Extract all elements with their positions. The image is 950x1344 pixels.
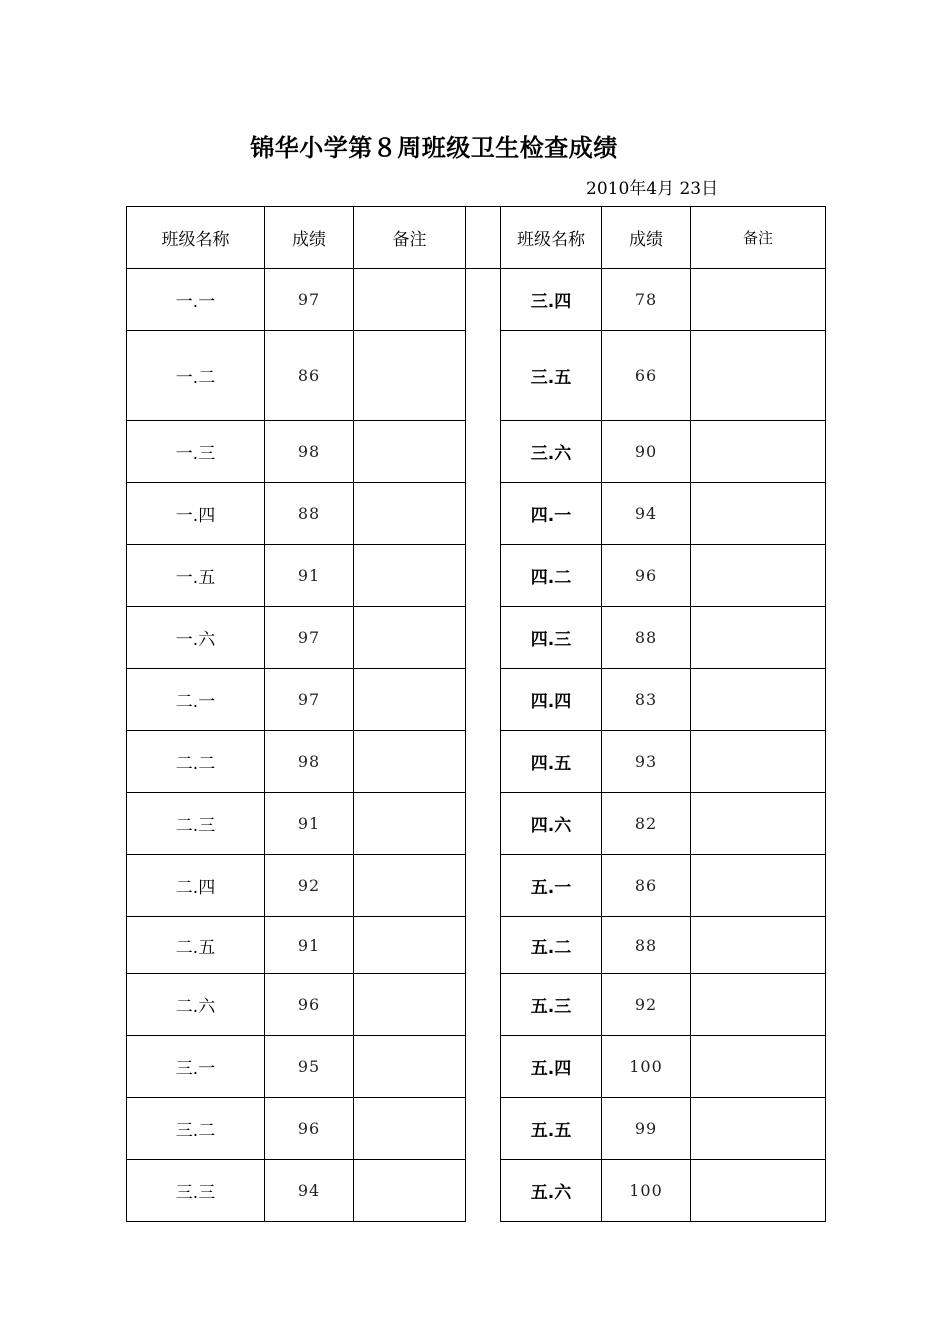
column-gap	[466, 207, 501, 269]
column-gap	[466, 669, 501, 731]
score-right: 82	[602, 793, 691, 855]
note-right	[691, 1036, 826, 1098]
table-row	[127, 483, 826, 545]
table-row	[127, 331, 826, 421]
note-left	[354, 793, 466, 855]
class-name-left: 一.三	[127, 421, 265, 483]
score-left: 97	[265, 269, 354, 331]
score-right: 78	[602, 269, 691, 331]
class-name-right: 三.四	[501, 269, 602, 331]
score-right: 66	[602, 331, 691, 421]
class-name-right: 四.一	[501, 483, 602, 545]
score-left: 94	[265, 1160, 354, 1222]
class-name-left: 二.六	[127, 974, 265, 1036]
table-row	[127, 855, 826, 917]
column-gap	[466, 793, 501, 855]
score-left: 86	[265, 331, 354, 421]
note-left	[354, 421, 466, 483]
score-left: 96	[265, 974, 354, 1036]
column-gap	[466, 1036, 501, 1098]
note-left	[354, 1160, 466, 1222]
table-row	[127, 793, 826, 855]
column-gap	[466, 331, 501, 421]
note-right	[691, 269, 826, 331]
header-class-name-left: 班级名称	[127, 207, 265, 269]
column-gap	[466, 974, 501, 1036]
table-row	[127, 1098, 826, 1160]
note-right	[691, 855, 826, 917]
note-right	[691, 1098, 826, 1160]
note-left	[354, 483, 466, 545]
score-right: 100	[602, 1036, 691, 1098]
note-right	[691, 607, 826, 669]
score-left: 92	[265, 855, 354, 917]
class-name-left: 三.一	[127, 1036, 265, 1098]
score-left: 98	[265, 731, 354, 793]
note-right	[691, 669, 826, 731]
column-gap	[466, 545, 501, 607]
note-left	[354, 974, 466, 1036]
score-right: 83	[602, 669, 691, 731]
class-name-left: 一.二	[127, 331, 265, 421]
document-date: 2010年4月 23日	[586, 179, 719, 199]
note-left	[354, 855, 466, 917]
class-name-right: 五.六	[501, 1160, 602, 1222]
score-right: 86	[602, 855, 691, 917]
header-class-name-right: 班级名称	[501, 207, 602, 269]
class-name-right: 五.三	[501, 974, 602, 1036]
score-left: 88	[265, 483, 354, 545]
score-left: 91	[265, 917, 354, 974]
header-score-right: 成绩	[602, 207, 691, 269]
score-left: 97	[265, 607, 354, 669]
table-row	[127, 917, 826, 974]
score-right: 92	[602, 974, 691, 1036]
note-right	[691, 793, 826, 855]
class-name-right: 五.四	[501, 1036, 602, 1098]
column-gap	[466, 1160, 501, 1222]
class-name-right: 四.六	[501, 793, 602, 855]
table-row	[127, 607, 826, 669]
score-left: 91	[265, 793, 354, 855]
class-name-right: 五.一	[501, 855, 602, 917]
class-name-right: 四.二	[501, 545, 602, 607]
column-gap	[466, 731, 501, 793]
note-right	[691, 421, 826, 483]
note-left	[354, 331, 466, 421]
score-table	[126, 206, 826, 1222]
class-name-right: 四.三	[501, 607, 602, 669]
class-name-right: 四.五	[501, 731, 602, 793]
score-right: 90	[602, 421, 691, 483]
class-name-left: 二.三	[127, 793, 265, 855]
class-name-right: 三.五	[501, 331, 602, 421]
table-row	[127, 669, 826, 731]
document-title: 锦华小学第８周班级卫生检查成绩	[250, 134, 618, 162]
class-name-left: 三.二	[127, 1098, 265, 1160]
column-gap	[466, 269, 501, 331]
class-name-right: 五.二	[501, 917, 602, 974]
class-name-right: 五.五	[501, 1098, 602, 1160]
score-right: 100	[602, 1160, 691, 1222]
score-right: 88	[602, 917, 691, 974]
class-name-left: 二.二	[127, 731, 265, 793]
note-left	[354, 545, 466, 607]
note-right	[691, 917, 826, 974]
table-row	[127, 731, 826, 793]
table-row	[127, 1036, 826, 1098]
header-note-right: 备注	[691, 207, 826, 269]
column-gap	[466, 1098, 501, 1160]
class-name-right: 三.六	[501, 421, 602, 483]
note-left	[354, 669, 466, 731]
table-row	[127, 421, 826, 483]
column-gap	[466, 855, 501, 917]
note-left	[354, 731, 466, 793]
note-left	[354, 1036, 466, 1098]
class-name-left: 三.三	[127, 1160, 265, 1222]
score-left: 98	[265, 421, 354, 483]
score-right: 99	[602, 1098, 691, 1160]
class-name-left: 一.四	[127, 483, 265, 545]
note-left	[354, 269, 466, 331]
table-row	[127, 545, 826, 607]
table-row	[127, 1160, 826, 1222]
score-left: 97	[265, 669, 354, 731]
note-left	[354, 607, 466, 669]
note-right	[691, 545, 826, 607]
class-name-left: 一.五	[127, 545, 265, 607]
class-name-left: 一.六	[127, 607, 265, 669]
note-left	[354, 917, 466, 974]
score-left: 91	[265, 545, 354, 607]
score-left: 96	[265, 1098, 354, 1160]
header-note-left: 备注	[354, 207, 466, 269]
column-gap	[466, 483, 501, 545]
column-gap	[466, 421, 501, 483]
header-score-left: 成绩	[265, 207, 354, 269]
class-name-left: 一.一	[127, 269, 265, 331]
table-header-row	[127, 207, 826, 269]
score-right: 96	[602, 545, 691, 607]
score-right: 93	[602, 731, 691, 793]
note-right	[691, 1160, 826, 1222]
class-name-left: 二.五	[127, 917, 265, 974]
score-right: 88	[602, 607, 691, 669]
column-gap	[466, 917, 501, 974]
class-name-left: 二.一	[127, 669, 265, 731]
table-row	[127, 269, 826, 331]
note-left	[354, 1098, 466, 1160]
table-row	[127, 974, 826, 1036]
note-right	[691, 331, 826, 421]
column-gap	[466, 607, 501, 669]
note-right	[691, 483, 826, 545]
score-left: 95	[265, 1036, 354, 1098]
note-right	[691, 974, 826, 1036]
note-right	[691, 731, 826, 793]
class-name-left: 二.四	[127, 855, 265, 917]
class-name-right: 四.四	[501, 669, 602, 731]
score-right: 94	[602, 483, 691, 545]
